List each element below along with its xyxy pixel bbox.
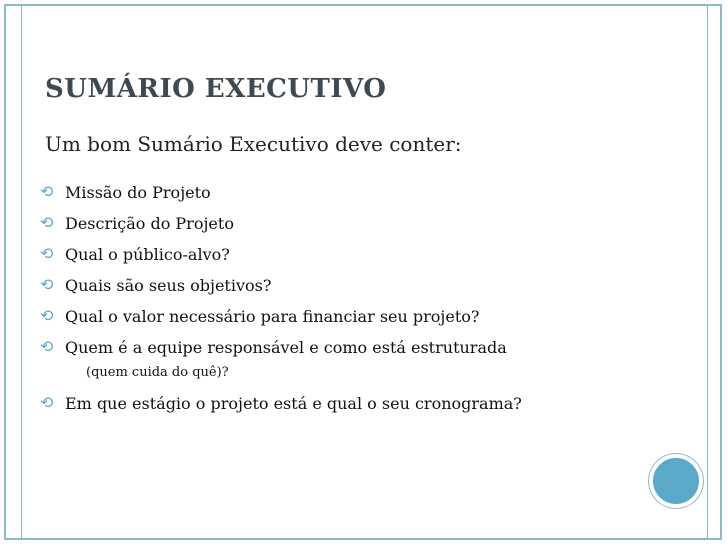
curled-arrow-bullet-icon: ⟲ bbox=[40, 182, 54, 201]
bullet-text: Qual o valor necessário para financiar seu projeto? bbox=[65, 307, 480, 326]
slide-right-line bbox=[707, 6, 708, 540]
slide-title: SUMÁRIO EXECUTIVO bbox=[45, 74, 387, 104]
curled-arrow-bullet-icon: ⟲ bbox=[40, 244, 54, 263]
decorative-circle bbox=[649, 454, 703, 508]
curled-arrow-bullet-icon: ⟲ bbox=[40, 213, 54, 232]
slide-subtitle: Um bom Sumário Executivo deve conter: bbox=[45, 132, 462, 156]
bullet-text: Quais são seus objetivos? bbox=[65, 276, 272, 295]
bullet-text: Qual o público-alvo? bbox=[65, 245, 230, 264]
curled-arrow-bullet-icon: ⟲ bbox=[40, 337, 54, 356]
bullet-subtext: (quem cuida do quê)? bbox=[86, 365, 229, 380]
bullet-text: Missão do Projeto bbox=[65, 183, 211, 202]
curled-arrow-bullet-icon: ⟲ bbox=[40, 306, 54, 325]
curled-arrow-bullet-icon: ⟲ bbox=[40, 275, 54, 294]
slide-left-band bbox=[6, 6, 22, 540]
curled-arrow-bullet-icon: ⟲ bbox=[40, 393, 54, 412]
bullet-text: Descrição do Projeto bbox=[65, 214, 234, 233]
bullet-text: Em que estágio o projeto está e qual o seu cronograma? bbox=[65, 394, 522, 413]
bullet-text: Quem é a equipe responsável e como está estruturada bbox=[65, 338, 507, 357]
